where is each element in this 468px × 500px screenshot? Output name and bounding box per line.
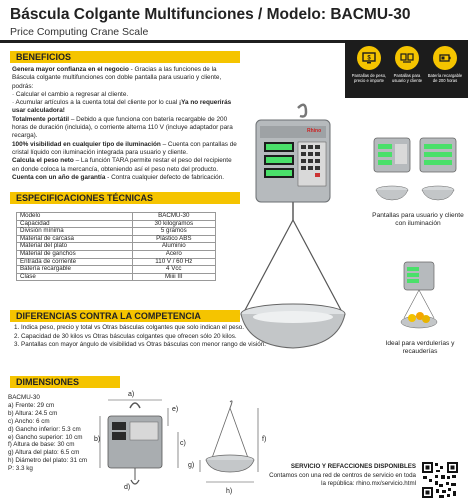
product-image-produce: [396, 258, 444, 334]
spec-label: Batería recargable: [17, 266, 133, 274]
dimensions-heading: DIMENSIONES: [10, 376, 120, 388]
product-image-displays: [370, 134, 462, 208]
spec-label: Clase: [17, 273, 133, 281]
dim-label-b: b): [94, 436, 101, 443]
dim-label-h: h): [226, 488, 233, 495]
spec-row: [17, 250, 216, 258]
page-title: Báscula Colgante Multifunciones / Modelo: BACMU-30: [10, 6, 411, 23]
spec-value: BACMU-30: [132, 213, 215, 221]
qr-code-icon[interactable]: [421, 461, 459, 499]
specs-table: [16, 212, 216, 281]
benefit-trust: [12, 66, 240, 91]
benefit-portable-text: – Debido a que funciona con batería recargable de 200 horas de duración (incluida), o corriente alterna 110 V (incluye adaptador para recarga).: [12, 115, 233, 140]
benefit-bullet-accumulate-bold: ¡Ya no requerirás usar calculadora!: [12, 99, 232, 115]
spec-label: Material de ganchos: [17, 250, 133, 258]
benefit-bullet-accumulate: [12, 99, 240, 116]
benefit-visibility: [12, 141, 240, 158]
difference-item: 3. Pantallas con mayor ángulo de visibilidad vs Otras básculas con menor rango de visión.: [14, 341, 267, 349]
benefit-trust-text: - Gracias a las funciones de la Báscula colgante multifunciones con doble pantalla para usuario y cliente, podrás:: [12, 66, 222, 90]
caption-ideal: Ideal para verdulerías y recauderías: [385, 340, 455, 355]
benefit-bullet-accumulate-text: · Acumular artículos a la cuenta total del cliente por lo cual: [12, 99, 179, 107]
benefit-tare-title: Calcula el peso neto: [12, 157, 74, 165]
feature-battery: [427, 46, 463, 83]
spec-value: 4 Vcc: [132, 266, 215, 274]
caption-screens: Pantallas para usuario y cliente con iluminación: [372, 212, 464, 227]
dim-label-f: f): [262, 436, 267, 443]
feature-screen-label: Pantallas de peso, precio e importe: [351, 73, 387, 83]
spec-label: Modelo: [17, 213, 133, 221]
dim-label-c: c): [180, 440, 186, 447]
spec-row: [17, 266, 216, 274]
dim-label-a: a): [128, 391, 135, 398]
feature-dual-screen: [389, 46, 425, 83]
dimension-item: b) Altura: 24.5 cm: [8, 409, 58, 417]
dual-screen-icon: [395, 46, 419, 70]
page-subtitle: Price Computing Crane Scale: [10, 26, 149, 38]
spec-value: 30 kilogramos: [132, 220, 215, 228]
feature-screen: [351, 46, 387, 83]
service-title: SERVICIO Y REFACCIONES DISPONIBLES: [290, 463, 416, 470]
benefits-body: [12, 66, 240, 182]
benefits-heading: BENEFICIOS: [10, 51, 240, 63]
brand-logo-text: Rhino: [307, 128, 322, 134]
dimension-item: c) Ancho: 6 cm: [8, 417, 50, 425]
dimension-item: P: 3.3 kg: [8, 465, 33, 473]
spec-value: Miiii III: [132, 273, 215, 281]
spec-value: Plástico ABS: [132, 235, 215, 243]
difference-item: 2. Capacidad de 30 kilos vs Otras básculas colgantes que ofrecen sólo 20 kilos.: [14, 332, 237, 340]
dimension-item: d) Gancho inferior: 5.3 cm: [8, 425, 81, 433]
spec-value: 110 V / 60 Hz: [132, 258, 215, 266]
benefit-bullet-change: · Calcular el cambio a regresar al cliente.: [12, 90, 129, 98]
dimension-item: e) Gancho superior: 10 cm: [8, 433, 83, 441]
spec-label: Capacidad: [17, 220, 133, 228]
service-line-1: Contamos con una red de centros de servicio en toda: [269, 472, 416, 479]
dimensions-list: [8, 394, 101, 473]
benefit-trust-title: Genera mayor confianza en el negocio: [12, 66, 129, 73]
service-line-2[interactable]: la república: rhino.mx/servicio.html: [321, 480, 416, 487]
spec-value: Acero: [132, 250, 215, 258]
benefit-visibility-title: 100% visibilidad en cualquier tipo de iluminación: [12, 140, 161, 148]
battery-icon: [433, 46, 457, 70]
dimension-item: g) Altura del plato: 6.5 cm: [8, 449, 80, 457]
spec-label: Material del plato: [17, 243, 133, 251]
spec-label: Material de carcasa: [17, 235, 133, 243]
feature-icons-panel: [345, 40, 468, 98]
spec-label: Entrada de corriente: [17, 258, 133, 266]
difference-item: 1. Indica peso, precio y total vs Otras básculas colgantes que solo indican el peso.: [14, 324, 244, 331]
benefit-warranty-text: - Contra cualquier defecto de fabricación.: [105, 173, 225, 181]
spec-value: 5 gramos: [132, 228, 215, 236]
screen-icon: [357, 46, 381, 70]
dim-label-g: g): [188, 462, 195, 469]
differences-heading: DIFERENCIAS CONTRA LA COMPETENCIA: [10, 310, 240, 322]
feature-battery-label: Batería recargable de 200 horas: [427, 73, 463, 83]
spec-value: Aluminio: [132, 243, 215, 251]
benefit-tare: [12, 157, 240, 174]
product-image-scale: [240, 102, 365, 367]
specs-heading: ESPECIFICACIONES TÉCNICAS: [10, 192, 240, 204]
benefit-warranty-title: Cuenta con un año de garantía: [12, 173, 106, 181]
feature-dual-screen-label: Pantallas para usuario y cliente: [391, 73, 423, 83]
spec-row: [17, 213, 216, 221]
spec-label: División mínima: [17, 228, 133, 236]
svg-text:$: $: [367, 55, 371, 62]
dimension-item: a) Frente: 29 cm: [8, 401, 55, 409]
benefit-warranty: [12, 174, 240, 182]
spec-row: [17, 273, 216, 281]
header-divider: [0, 40, 345, 43]
dim-label-e: e): [172, 406, 179, 413]
benefit-visibility-text: – Cuenta con pantallas de cristal líquido con iluminación integrada para usuario y cliente.: [12, 140, 237, 156]
dimension-diagram-body: [90, 388, 190, 496]
dimensions-model: BACMU-30: [8, 394, 40, 401]
benefit-tare-text: – La función TARA permite restar el peso del recipiente en donde coloca la mercancía, obteniendo así el peso neto del producto.: [12, 157, 232, 173]
benefit-portable: [12, 116, 240, 141]
dimension-item: f) Altura de base: 30 cm: [8, 441, 75, 449]
benefit-portable-title: Totalmente portátil: [12, 115, 70, 123]
dimension-item: h) Diámetro del plato: 31 cm: [8, 457, 88, 465]
dim-label-d: d): [124, 484, 131, 491]
